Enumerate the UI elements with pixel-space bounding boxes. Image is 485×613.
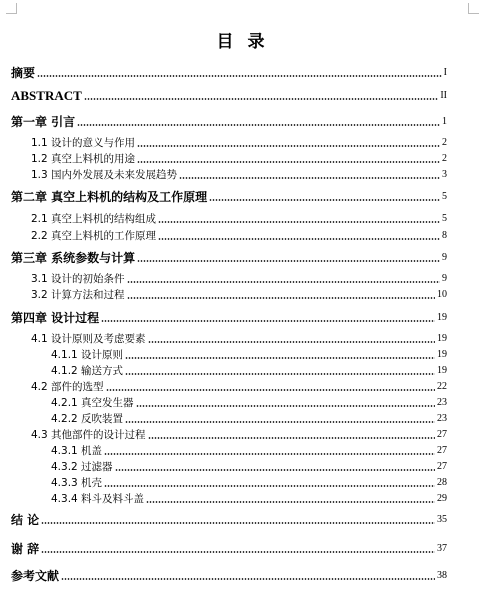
toc-leader-dots — [84, 98, 439, 100]
toc-entry-s1-2[interactable] — [31, 151, 447, 167]
toc-entry-s4-1-1[interactable] — [51, 347, 447, 363]
toc-leader-dots — [41, 522, 435, 524]
toc-leader-dots — [104, 453, 435, 455]
toc-entry-label: 1.1 设计的意义与作用 — [31, 137, 136, 149]
toc-entry-label: 4.3.4 料斗及料斗盖 — [51, 493, 145, 505]
toc-entry-abstract-en[interactable] — [11, 88, 447, 104]
toc-leader-dots — [41, 551, 435, 553]
toc-entry-refs[interactable] — [11, 568, 447, 584]
toc-page-number: 29 — [437, 493, 447, 504]
toc-entry-label: 第一章 引言 — [11, 115, 76, 129]
toc-entry-label: 3.2 计算方法和过程 — [31, 289, 125, 301]
toc-leader-dots — [115, 469, 435, 471]
toc-entry-s3-2[interactable] — [31, 287, 447, 303]
page-title: 目 录 — [216, 32, 269, 52]
toc-entry-abstract-cn[interactable] — [11, 65, 447, 81]
toc-leader-dots — [158, 221, 440, 223]
toc-page-number: 9 — [442, 273, 447, 284]
toc-page-number: 35 — [437, 514, 447, 525]
toc-entry-s4-3[interactable] — [31, 427, 447, 443]
toc-entry-s3-1[interactable] — [31, 271, 447, 287]
toc-leader-dots — [106, 389, 435, 391]
toc-entry-s4-2[interactable] — [31, 379, 447, 395]
toc-entry-s4-3-1[interactable] — [51, 443, 447, 459]
toc-leader-dots — [137, 145, 440, 147]
toc-entry-s1-1[interactable] — [31, 135, 447, 151]
toc-entry-label: 4.1.1 设计原则 — [51, 349, 124, 361]
toc-entry-s4-3-3[interactable] — [51, 475, 447, 491]
toc-entry-thanks[interactable] — [11, 541, 447, 557]
toc-entry-s4-3-2[interactable] — [51, 459, 447, 475]
toc-entry-ch1[interactable] — [11, 114, 447, 130]
toc-entry-label: 2.1 真空上料机的结构组成 — [31, 213, 157, 225]
toc-entry-label: 谢 辞 — [11, 542, 40, 556]
toc-leader-dots — [125, 373, 435, 375]
toc-entry-s1-3[interactable] — [31, 167, 447, 183]
toc-entry-label: ABSTRACT — [11, 88, 82, 103]
toc-entry-label: 结 论 — [11, 513, 40, 527]
toc-page-number: 19 — [437, 312, 447, 323]
toc-page-number: 5 — [442, 191, 447, 202]
toc-entry-label: 4.1.2 输送方式 — [51, 365, 124, 377]
toc-page-number: II — [440, 90, 447, 101]
toc-page-number: 5 — [442, 213, 447, 224]
toc-page-number: 27 — [437, 445, 447, 456]
toc-leader-dots — [77, 124, 440, 126]
toc-leader-dots — [61, 578, 435, 580]
toc-entry-label: 4.3 其他部件的设计过程 — [31, 429, 146, 441]
toc-leader-dots — [104, 485, 435, 487]
toc-page-number: 27 — [437, 429, 447, 440]
toc-page-number: 23 — [437, 397, 447, 408]
toc-entry-label: 4.2.2 反吹装置 — [51, 413, 124, 425]
toc-entry-label: 1.2 真空上料机的用途 — [31, 153, 136, 165]
toc-entry-label: 4.2.1 真空发生器 — [51, 397, 134, 409]
toc-entry-s4-2-1[interactable] — [51, 395, 447, 411]
toc-page-number: 19 — [437, 365, 447, 376]
toc-leader-dots — [125, 357, 435, 359]
toc-entry-label: 4.2 部件的选型 — [31, 381, 104, 393]
toc-entry-s2-1[interactable] — [31, 211, 447, 227]
toc-entry-label: 参考文献 — [11, 569, 60, 583]
toc-entry-s4-1-2[interactable] — [51, 363, 447, 379]
toc-entry-conclusion[interactable] — [11, 512, 447, 528]
toc-entry-label: 第四章 设计过程 — [11, 311, 100, 325]
toc-page-number: 3 — [442, 169, 447, 180]
toc-entry-label: 4.1 设计原则及考虑要素 — [31, 333, 146, 345]
toc-entry-label: 2.2 真空上料机的工作原理 — [31, 230, 157, 242]
toc-entry-ch4[interactable] — [11, 310, 447, 326]
toc-entry-ch3[interactable] — [11, 250, 447, 266]
toc-entry-s4-1[interactable] — [31, 331, 447, 347]
toc-leader-dots — [179, 177, 440, 179]
toc-leader-dots — [137, 161, 440, 163]
toc-leader-dots — [146, 501, 435, 503]
toc-entry-label: 第二章 真空上料机的结构及工作原理 — [11, 190, 208, 204]
toc-entry-label: 4.3.2 过滤器 — [51, 461, 113, 473]
toc-leader-dots — [127, 297, 435, 299]
toc-page-number: 9 — [442, 252, 447, 263]
toc-page-number: 27 — [437, 461, 447, 472]
toc-entry-label: 4.3.1 机盖 — [51, 445, 103, 457]
toc-page-number: I — [443, 67, 447, 78]
toc-entry-s4-3-4[interactable] — [51, 491, 447, 507]
toc-leader-dots — [148, 341, 435, 343]
toc-leader-dots — [101, 320, 435, 322]
toc-leader-dots — [137, 260, 440, 262]
toc-page-number: 22 — [437, 381, 447, 392]
toc-entry-label: 4.3.3 机壳 — [51, 477, 103, 489]
toc-page-number: 10 — [437, 289, 447, 300]
toc-page-number: 19 — [437, 333, 447, 344]
toc-entry-label: 1.3 国内外发展及未来发展趋势 — [31, 169, 178, 181]
toc-page-number: 8 — [442, 230, 447, 241]
toc-page-number: 38 — [437, 570, 447, 581]
toc-page-number: 2 — [442, 137, 447, 148]
toc-entry-label: 第三章 系统参数与计算 — [11, 251, 136, 265]
toc-leader-dots — [127, 281, 440, 283]
toc-leader-dots — [148, 437, 435, 439]
toc-page-number: 1 — [442, 116, 447, 127]
toc-entry-s2-2[interactable] — [31, 228, 447, 244]
toc-leader-dots — [125, 421, 435, 423]
toc-page-number: 28 — [437, 477, 447, 488]
toc-leader-dots — [136, 405, 435, 407]
toc-page-number: 2 — [442, 153, 447, 164]
toc-page-number: 37 — [437, 543, 447, 554]
toc-leader-dots — [209, 199, 440, 201]
toc-leader-dots — [37, 75, 442, 77]
toc-entry-ch2[interactable] — [11, 189, 447, 205]
toc-entry-label: 3.1 设计的初始条件 — [31, 273, 125, 285]
toc-leader-dots — [158, 238, 440, 240]
toc-entry-label: 摘要 — [11, 66, 36, 80]
toc-page-number: 23 — [437, 413, 447, 424]
toc-entry-s4-2-2[interactable] — [51, 411, 447, 427]
toc-page-number: 19 — [437, 349, 447, 360]
